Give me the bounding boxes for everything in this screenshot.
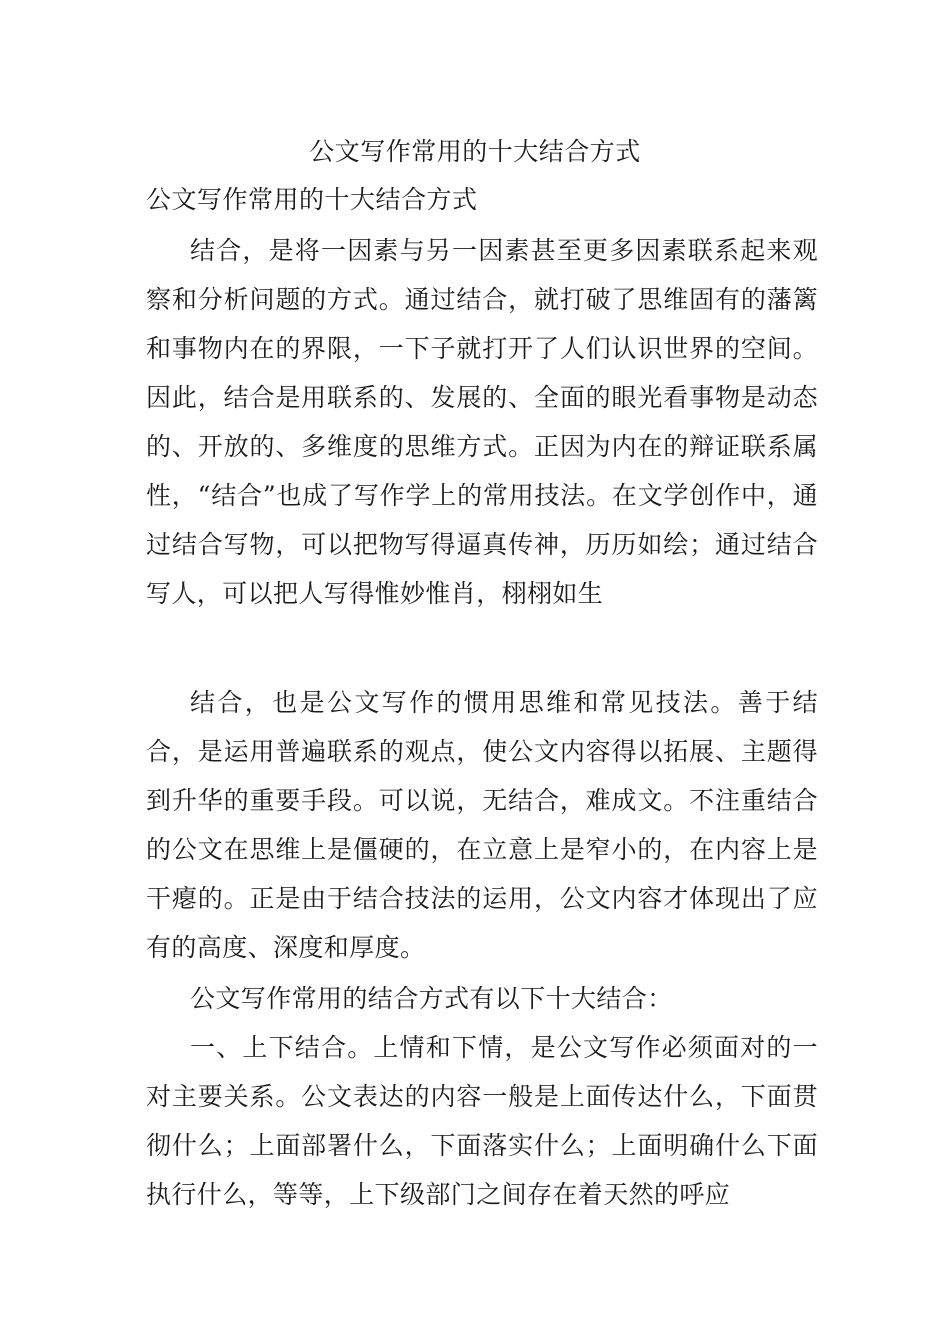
document-title: 公文写作常用的十大结合方式: [309, 137, 641, 166]
paragraph-method-one: 一、上下结合。上情和下情，是公文写作必须面对的一对主要关系。公文表达的内容一般是上面传达什么，下面贯彻什么；上面部署什么，下面落实什么；上面明确什么下面执行什么，等等，上下级部门之间存在着天然的呼应: [146, 1033, 818, 1209]
paragraph-intro: 结合，是将一因素与另一因素甚至更多因素联系起来观察和分析问题的方式。通过结合，就打破了思维固有的藩篱和事物内在的界限，一下子就打开了人们认识世界的空间。因此，结合是用联系的、发展的、全面的眼光看事物是动态的、开放的、多维度的思维方式。正因为内在的辩证联系属性，“结合”也成了写作学上的常用技法。在文学创作中，通过结合写物，可以把物写得逼真传神，历历如绘；通过结合写人，可以把人写得惟妙惟肖，栩栩如生: [146, 236, 818, 608]
paragraph-ten-methods-lead: 公文写作常用的结合方式有以下十大结合：: [190, 984, 673, 1013]
document-subtitle: 公文写作常用的十大结合方式: [146, 185, 478, 214]
paragraph-official-writing: 结合，也是公文写作的惯用思维和常见技法。善于结合，是运用普遍联系的观点，使公文内容得以拓展、主题得到升华的重要手段。可以说，无结合，难成文。不注重结合的公文在思维上是僵硬的，在立意上是窄小的，在内容上是干瘪的。正是由于结合技法的运用，公文内容才体现出了应有的高度、深度和厚度。: [146, 688, 818, 962]
